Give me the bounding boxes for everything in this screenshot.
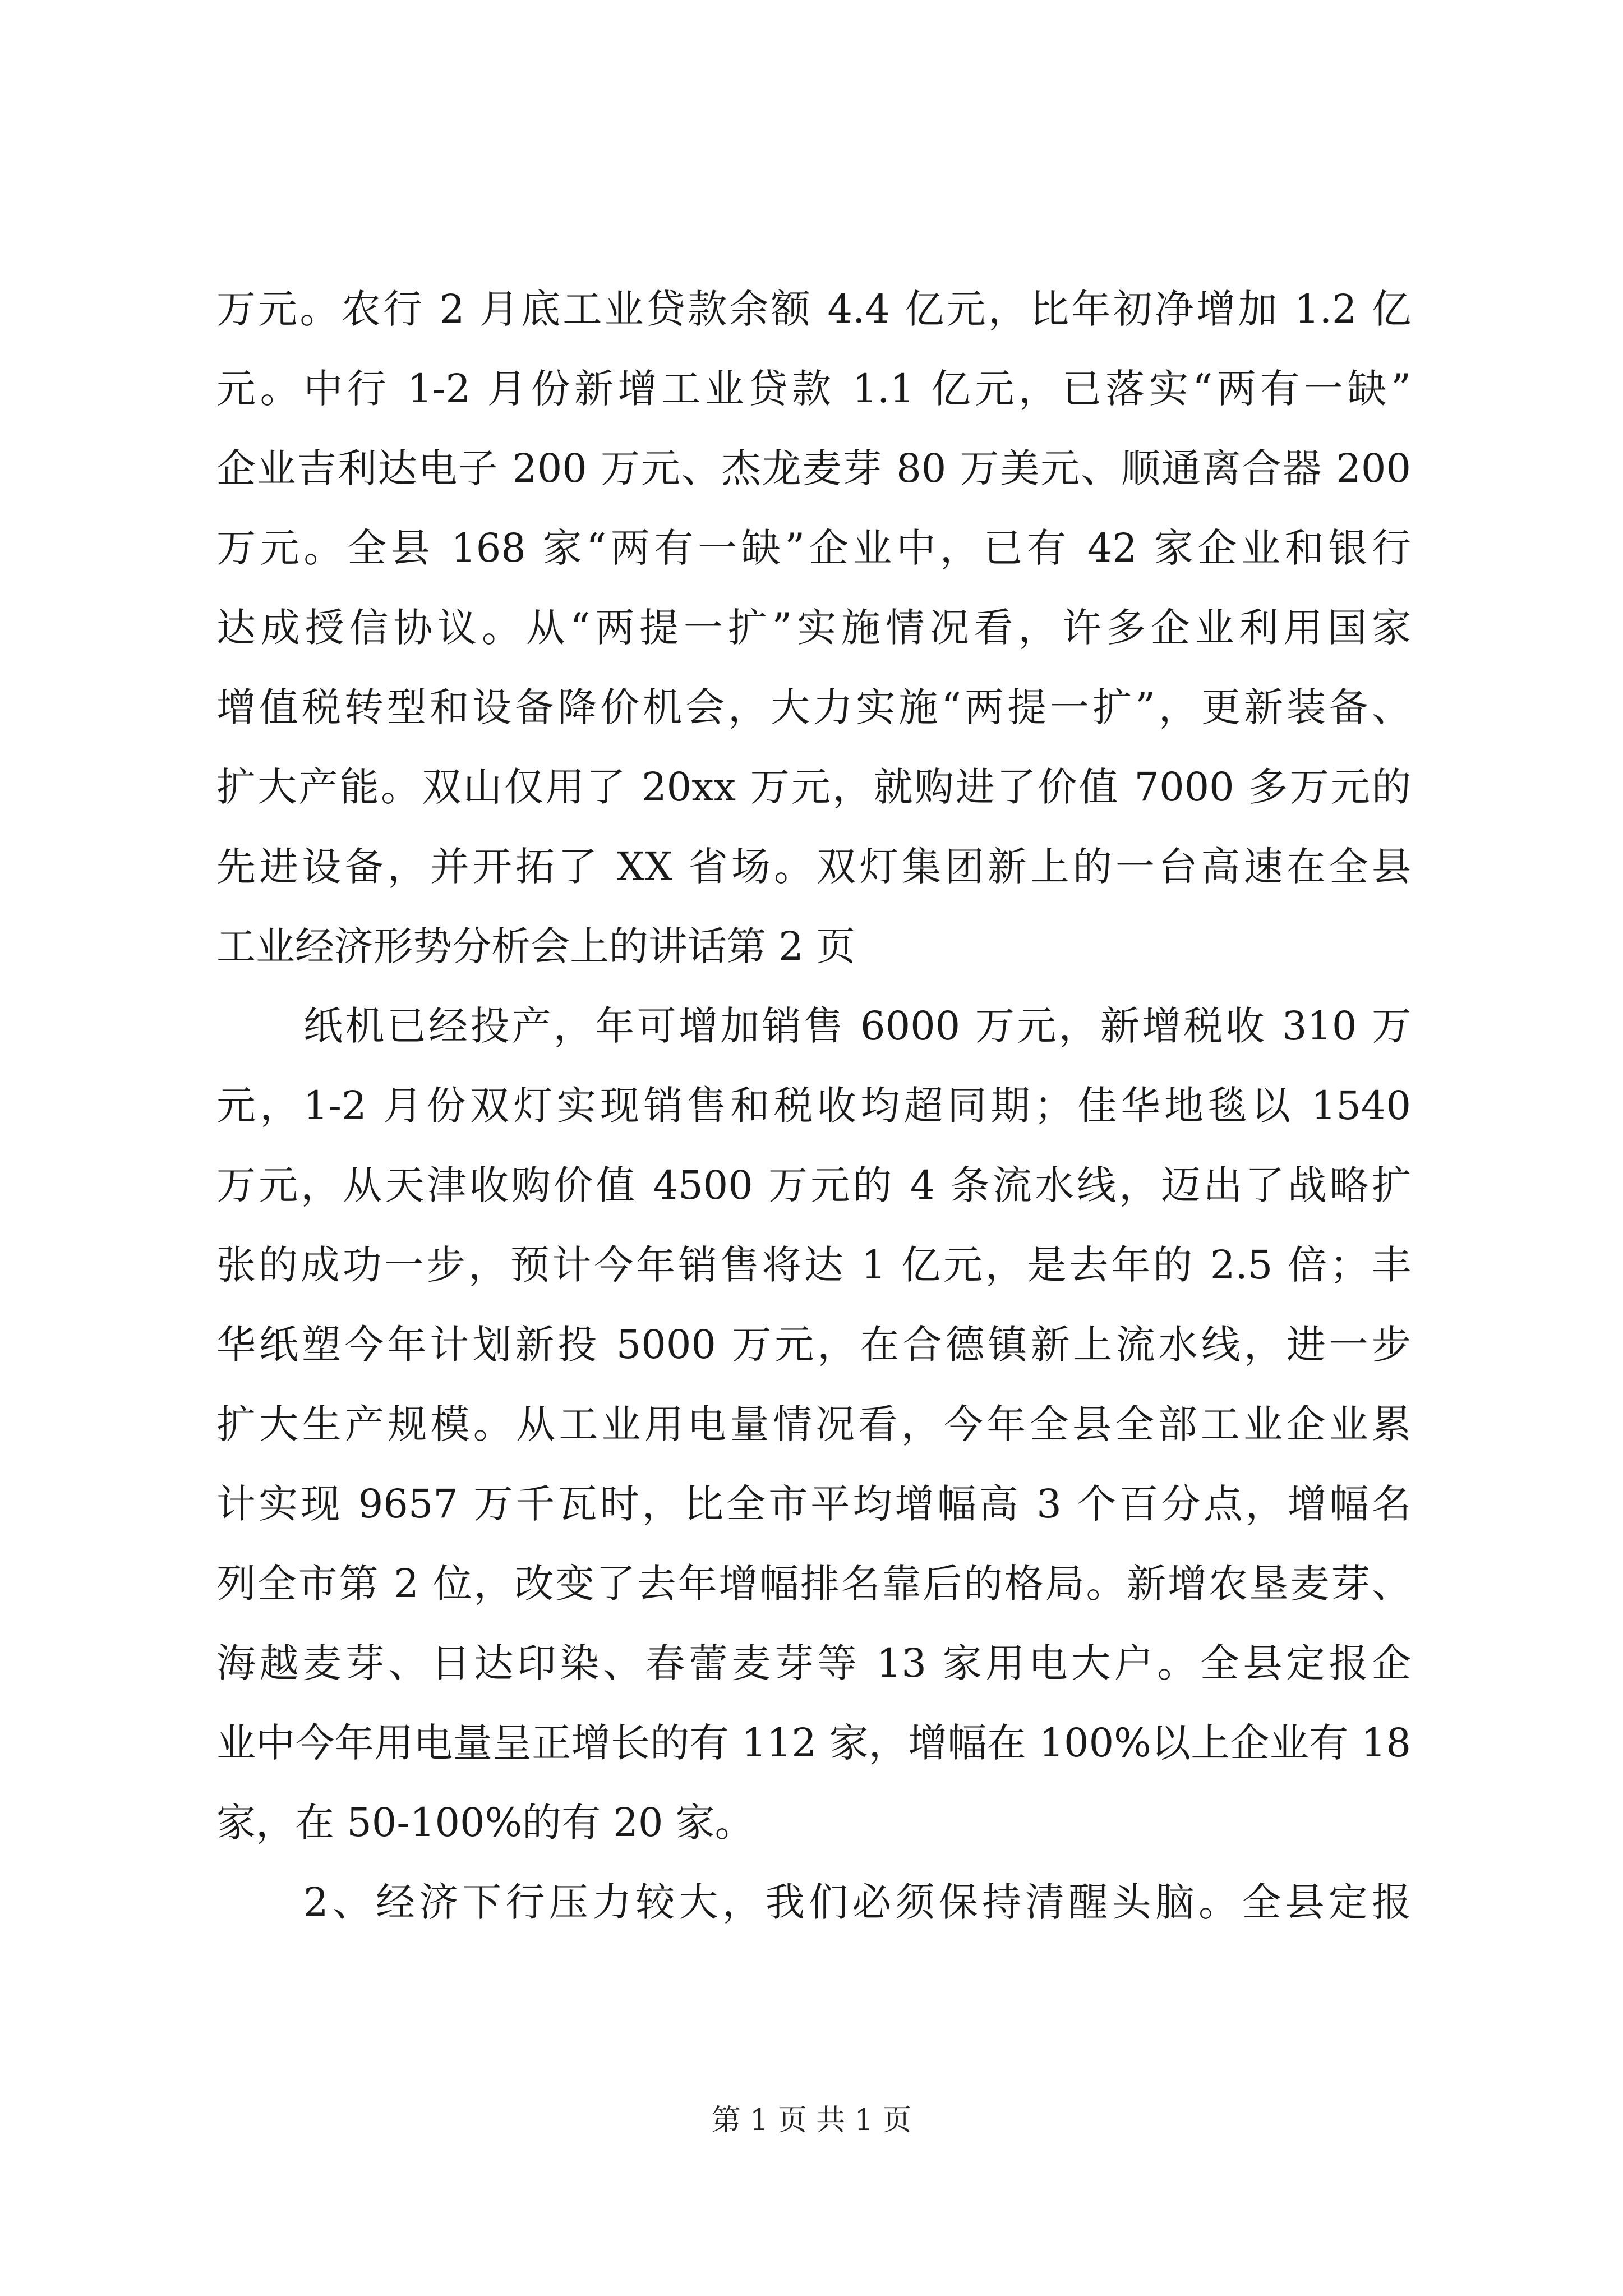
text-line: 扩大生产规模。从工业用电量情况看，今年全县全部工业企业累 [216, 1401, 1411, 1447]
text-line: 海越麦芽、日达印染、春蕾麦芽等 13 家用电大户。全县定报企 [216, 1640, 1411, 1686]
text-line: 华纸塑今年计划新投 5000 万元，在合德镇新上流水线，进一步 [216, 1322, 1411, 1368]
paragraph-1 [216, 269, 1411, 986]
text-line: 万元。农行 2 月底工业贷款余额 4.4 亿元，比年初净增加 1.2 亿 [216, 286, 1411, 332]
text-line: 达成授信协议。从“两提一扩”实施情况看，许多企业利用国家 [216, 605, 1411, 651]
text-line: 张的成功一步，预计今年销售将达 1 亿元，是去年的 2.5 倍；丰 [216, 1242, 1411, 1288]
text-line: 工业经济形势分析会上的讲话第 2 页 [216, 923, 856, 969]
text-line: 家，在 50-100%的有 20 家。 [216, 1800, 754, 1846]
text-line: 纸机已经投产，年可增加销售 6000 万元，新增税收 310 万 [303, 1003, 1411, 1049]
text-line: 先进设备，并开拓了 XX 省场。双灯集团新上的一台高速在全县 [216, 844, 1411, 890]
text-line: 业中今年用电量呈正增长的有 112 家，增幅在 100%以上企业有 18 [216, 1720, 1411, 1766]
text-line: 万元。全县 168 家“两有一缺”企业中，已有 42 家企业和银行 [216, 525, 1411, 571]
paragraph-3 [216, 1862, 1411, 1942]
text-line: 2、经济下行压力较大，我们必须保持清醒头脑。全县定报 [303, 1879, 1411, 1925]
document-body [216, 269, 1411, 1942]
text-line: 计实现 9657 万千瓦时，比全市平均增幅高 3 个百分点，增幅名 [216, 1481, 1411, 1527]
text-line: 元，1-2 月份双灯实现销售和税收均超同期；佳华地毯以 1540 [216, 1083, 1411, 1129]
text-line: 企业吉利达电子 200 万元、杰龙麦芽 80 万美元、顺通离合器 200 [216, 445, 1411, 491]
page-number-label: 第 1 页 共 1 页 [711, 2104, 912, 2137]
text-line: 列全市第 2 位，改变了去年增幅排名靠后的格局。新增农垦麦芽、 [216, 1561, 1411, 1607]
page-footer [0, 2101, 1623, 2140]
text-line: 元。中行 1-2 月份新增工业贷款 1.1 亿元，已落实“两有一缺” [216, 366, 1411, 412]
text-line: 万元，从天津收购价值 4500 万元的 4 条流水线，迈出了战略扩 [216, 1162, 1411, 1208]
paragraph-2 [216, 986, 1411, 1862]
text-line: 增值税转型和设备降价机会，大力实施“两提一扩”，更新装备、 [216, 684, 1411, 730]
text-line: 扩大产能。双山仅用了 20xx 万元，就购进了价值 7000 多万元的 [216, 764, 1411, 810]
